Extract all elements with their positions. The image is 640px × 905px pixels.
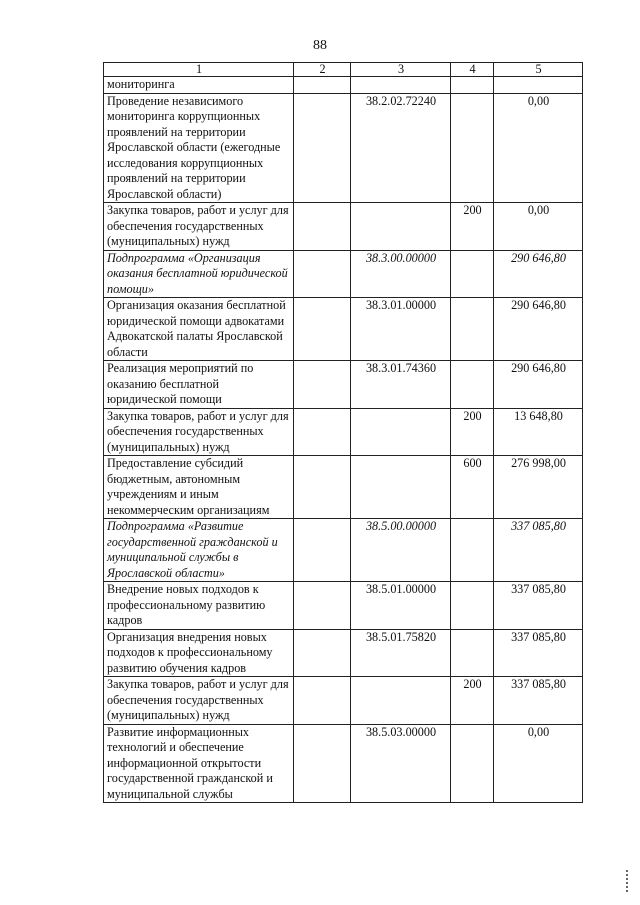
- row-target-code: 38.3.01.74360: [351, 361, 451, 409]
- row-target-code: [351, 77, 451, 94]
- row-amount: 337 085,80: [494, 582, 583, 630]
- row-column-2: [294, 203, 351, 251]
- row-target-code: [351, 203, 451, 251]
- row-column-2: [294, 93, 351, 203]
- row-expense-group: [451, 250, 494, 298]
- row-target-code: [351, 456, 451, 519]
- row-name: Проведение независимого мониторинга коррупционных проявлений на территории Ярославской области (ежегодные исследования коррупционных проявлений на территории Ярославской области): [104, 93, 294, 203]
- row-target-code: 38.3.00.00000: [351, 250, 451, 298]
- row-column-2: [294, 677, 351, 725]
- row-name: Закупка товаров, работ и услуг для обеспечения государственных (муниципальных) нужд: [104, 203, 294, 251]
- table-row: [104, 361, 583, 409]
- row-target-code: [351, 677, 451, 725]
- table-row: [104, 408, 583, 456]
- row-expense-group: [451, 361, 494, 409]
- table-row: [104, 203, 583, 251]
- row-name: Предоставление субсидий бюджетным, автономным учреждениям и иным некоммерческим организациям: [104, 456, 294, 519]
- table-row: [104, 582, 583, 630]
- row-amount: 337 085,80: [494, 519, 583, 582]
- row-name: Внедрение новых подходов к профессиональному развитию кадров: [104, 582, 294, 630]
- row-expense-group: [451, 298, 494, 361]
- row-target-code: 38.3.01.00000: [351, 298, 451, 361]
- row-column-2: [294, 629, 351, 677]
- row-column-2: [294, 408, 351, 456]
- table-row: [104, 629, 583, 677]
- header-row: [104, 63, 583, 77]
- row-amount: 290 646,80: [494, 361, 583, 409]
- column-header-2: 2: [294, 63, 351, 77]
- row-amount: 0,00: [494, 724, 583, 803]
- table-row: [104, 519, 583, 582]
- row-target-code: 38.5.00.00000: [351, 519, 451, 582]
- row-target-code: 38.5.01.75820: [351, 629, 451, 677]
- row-amount: 13 648,80: [494, 408, 583, 456]
- row-column-2: [294, 519, 351, 582]
- table-row: [104, 298, 583, 361]
- row-amount: 0,00: [494, 203, 583, 251]
- row-name: Подпрограмма «Организация оказания бесплатной юридической помощи»: [104, 250, 294, 298]
- column-header-3: 3: [351, 63, 451, 77]
- row-column-2: [294, 724, 351, 803]
- budget-table: [103, 62, 583, 803]
- row-expense-group: [451, 77, 494, 94]
- row-amount: [494, 77, 583, 94]
- row-amount: 337 085,80: [494, 677, 583, 725]
- row-target-code: [351, 408, 451, 456]
- row-column-2: [294, 456, 351, 519]
- row-target-code: 38.5.01.00000: [351, 582, 451, 630]
- row-column-2: [294, 582, 351, 630]
- row-name: Развитие информационных технологий и обеспечение информационной открытости государственной гражданской и муниципальной службы: [104, 724, 294, 803]
- row-expense-group: [451, 519, 494, 582]
- table-row: [104, 677, 583, 725]
- row-expense-group: [451, 629, 494, 677]
- table-row: [104, 456, 583, 519]
- row-column-2: [294, 298, 351, 361]
- row-target-code: 38.5.03.00000: [351, 724, 451, 803]
- table-row: [104, 93, 583, 203]
- table-row: [104, 250, 583, 298]
- column-header-4: 4: [451, 63, 494, 77]
- row-expense-group: [451, 93, 494, 203]
- row-amount: 337 085,80: [494, 629, 583, 677]
- row-amount: 290 646,80: [494, 250, 583, 298]
- row-amount: 0,00: [494, 93, 583, 203]
- scan-artifact: [626, 870, 628, 892]
- row-column-2: [294, 250, 351, 298]
- row-name: Подпрограмма «Развитие государственной гражданской и муниципальной службы в Ярославской области»: [104, 519, 294, 582]
- row-name: Закупка товаров, работ и услуг для обеспечения государственных (муниципальных) нужд: [104, 677, 294, 725]
- row-amount: 276 998,00: [494, 456, 583, 519]
- row-column-2: [294, 77, 351, 94]
- table-row: [104, 77, 583, 94]
- column-header-1: 1: [104, 63, 294, 77]
- row-name: Организация внедрения новых подходов к профессиональному развитию обучения кадров: [104, 629, 294, 677]
- row-amount: 290 646,80: [494, 298, 583, 361]
- row-name: Закупка товаров, работ и услуг для обеспечения государственных (муниципальных) нужд: [104, 408, 294, 456]
- row-expense-group: [451, 724, 494, 803]
- row-expense-group: 200: [451, 677, 494, 725]
- row-target-code: 38.2.02.72240: [351, 93, 451, 203]
- row-expense-group: 600: [451, 456, 494, 519]
- row-expense-group: 200: [451, 203, 494, 251]
- table-row: [104, 724, 583, 803]
- page-number: 88: [313, 38, 327, 53]
- table-body: [104, 77, 583, 803]
- row-name: Реализация мероприятий по оказанию бесплатной юридической помощи: [104, 361, 294, 409]
- column-header-5: 5: [494, 63, 583, 77]
- row-expense-group: [451, 582, 494, 630]
- row-name: Организация оказания бесплатной юридической помощи адвокатами Адвокатской палаты Ярославской области: [104, 298, 294, 361]
- row-name: мониторинга: [104, 77, 294, 94]
- row-expense-group: 200: [451, 408, 494, 456]
- row-column-2: [294, 361, 351, 409]
